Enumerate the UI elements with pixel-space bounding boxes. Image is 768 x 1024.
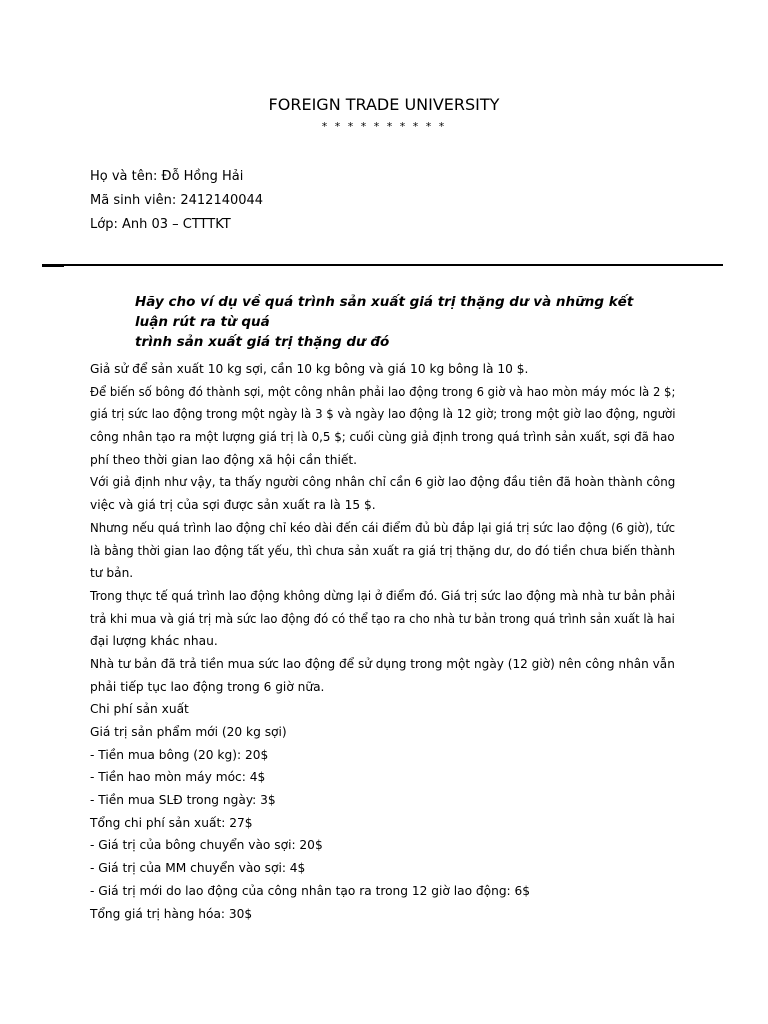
body-line: tư bản. xyxy=(90,566,134,581)
body-line: đại lượng khác nhau. xyxy=(90,634,218,649)
body-line: việc và giá trị của sợi được sản xuất ra là 15 $. xyxy=(90,498,376,513)
body-line: giá trị sức lao động trong một ngày là 3 $ và ngày lao động là 12 giờ; trong một giờ lao động, người xyxy=(90,407,676,422)
body-line: Giá trị sản phẩm mới (20 kg sợi) xyxy=(90,725,287,739)
body-line: Tổng giá trị hàng hóa: 30$ xyxy=(90,906,253,921)
body-line: - Giá trị của MM chuyển vào sợi: 4$ xyxy=(90,861,306,876)
question-line-2: trình sản xuất giá trị thặng dư đó xyxy=(135,334,390,350)
star-divider: * * * * * * * * * * xyxy=(321,120,447,133)
university-title: FOREIGN TRADE UNIVERSITY xyxy=(268,95,500,114)
student-name: Họ và tên: Đỗ Hồng Hải xyxy=(90,169,244,184)
body-line: Tổng chi phí sản xuất: 27$ xyxy=(90,815,253,830)
body-line: Giả sử để sản xuất 10 kg sợi, cần 10 kg bông và giá 10 kg bông là 10 $. xyxy=(90,362,529,376)
body-line: Trong thực tế quá trình lao động không dừng lại ở điểm đó. Giá trị sức lao động mà nhà tư bản phải xyxy=(90,588,676,603)
body-line: phí theo thời gian lao động xã hội cần thiết. xyxy=(90,452,357,467)
student-class: Lớp: Anh 03 – CTTTKT xyxy=(90,217,231,232)
student-id: Mã sinh viên: 2412140044 xyxy=(90,193,264,208)
body-line: - Tiền mua SLĐ trong ngày: 3$ xyxy=(90,793,276,808)
body-line: Để biến số bông đó thành sợi, một công nhân phải lao động trong 6 giờ và hao mòn máy móc là 2 $; xyxy=(90,384,676,399)
body-line: trả khi mua và giá trị mà sức lao động đó có thể tạo ra cho nhà tư bản trong quá trình sản xuất là hai xyxy=(90,611,675,626)
horizontal-rule-accent xyxy=(42,264,64,267)
question-heading xyxy=(135,292,670,352)
horizontal-rule xyxy=(42,264,723,266)
question-line-1: Hãy cho ví dụ về quá trình sản xuất giá trị thặng dư và những kết luận rút ra từ quá xyxy=(135,294,634,330)
body-line: - Tiền mua bông (20 kg): 20$ xyxy=(90,747,269,762)
body-line: là bằng thời gian lao động tất yếu, thì chưa sản xuất ra giá trị thặng dư, do đó tiền chưa biến thành xyxy=(90,543,676,558)
body-line: Nhà tư bản đã trả tiền mua sức lao động để sử dụng trong một ngày (12 giờ) nên công nhân vẫn xyxy=(90,656,675,671)
body-line: Với giả định như vậy, ta thấy người công nhân chỉ cần 6 giờ lao động đầu tiên đã hoàn thành công xyxy=(90,475,676,490)
body-line: phải tiếp tục lao động trong 6 giờ nữa. xyxy=(90,679,325,694)
body-line: công nhân tạo ra một lượng giá trị là 0,5 $; cuối cùng giả định trong quá trình sản xuất, sợi đã hao xyxy=(90,430,675,445)
body-text xyxy=(90,358,676,925)
body-line: - Tiền hao mòn máy móc: 4$ xyxy=(90,770,266,785)
body-line: Nhưng nếu quá trình lao động chỉ kéo dài đến cái điểm đủ bù đắp lại giá trị sức lao động (6 giờ), tức xyxy=(90,520,676,535)
body-line: Chi phí sản xuất xyxy=(90,702,189,717)
body-line: - Giá trị của bông chuyển vào sợi: 20$ xyxy=(90,838,323,853)
body-line: - Giá trị mới do lao động của công nhân tạo ra trong 12 giờ lao động: 6$ xyxy=(90,883,531,898)
